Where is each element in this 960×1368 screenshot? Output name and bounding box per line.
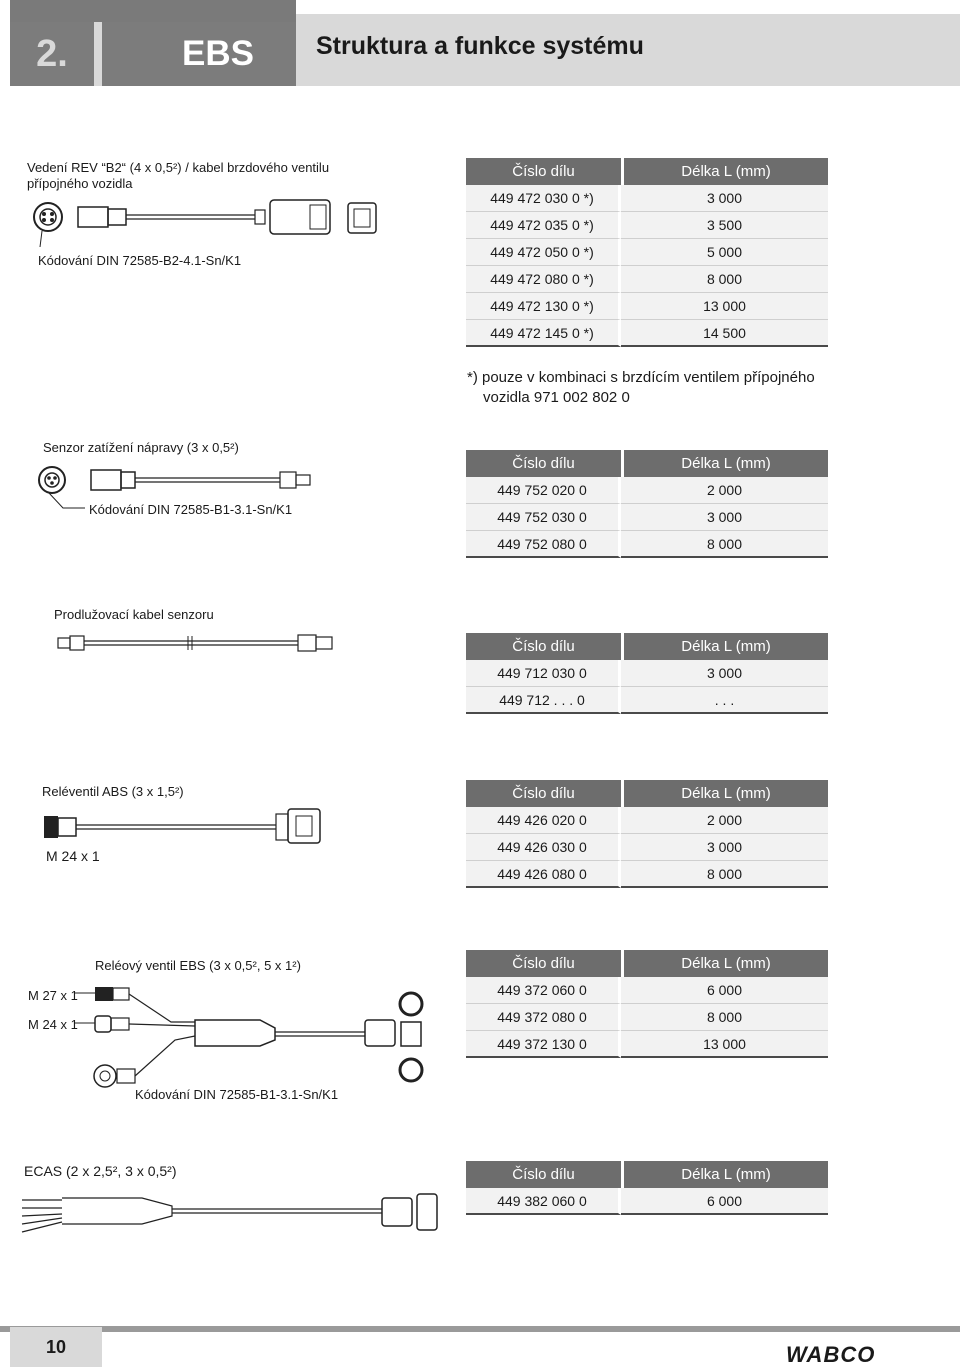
- ebs-relay-cable-drawing: [75, 984, 440, 1092]
- section-3-label: Prodlužovací kabel senzoru: [54, 607, 214, 622]
- part-number: 449 472 130 0 *): [466, 293, 621, 320]
- footnote: [467, 368, 887, 408]
- table-row: [466, 807, 828, 834]
- part-number: 449 472 035 0 *): [466, 212, 621, 239]
- extension-cable-drawing: [58, 632, 338, 656]
- table-header: [466, 450, 828, 477]
- length: 6 000: [621, 1188, 828, 1215]
- table-row: [466, 1031, 828, 1058]
- section-5-thread-a: M 27 x 1: [28, 988, 78, 1003]
- section-1-coding: Kódování DIN 72585-B2-4.1-Sn/K1: [38, 253, 242, 268]
- chapter-number: 2.: [10, 22, 94, 86]
- abs-relay-cable-drawing: [44, 806, 326, 846]
- part-number: 449 752 020 0: [466, 477, 621, 504]
- col-length: Délka L (mm): [681, 638, 771, 655]
- section-4-label: Reléventil ABS (3 x 1,5²): [42, 784, 184, 799]
- length: 8 000: [621, 266, 828, 293]
- length: 3 500: [621, 212, 828, 239]
- table-abs-relay: [466, 780, 828, 888]
- section-label: EBS: [102, 22, 296, 86]
- length: 2 000: [621, 477, 828, 504]
- part-number: 449 372 080 0: [466, 1004, 621, 1031]
- table-row: [466, 1188, 828, 1215]
- table-rev-cable: [466, 158, 828, 347]
- table-row: [466, 687, 828, 714]
- table-row: [466, 320, 828, 347]
- table-row: [466, 239, 828, 266]
- page-number: 10: [10, 1327, 102, 1367]
- table-row: [466, 531, 828, 558]
- length: . . .: [621, 687, 828, 714]
- section-1-label: Vedení REV “B2“ (4 x 0,5²) / kabel brzdového ventilu přípojného vozidla: [27, 160, 330, 191]
- table-ebs-relay: [466, 950, 828, 1058]
- part-number: 449 752 080 0: [466, 531, 621, 558]
- table-row: [466, 861, 828, 888]
- length: 8 000: [621, 1004, 828, 1031]
- table-header: [466, 780, 828, 807]
- length: 13 000: [621, 1031, 828, 1058]
- length: 14 500: [621, 320, 828, 347]
- section-5-label: Reléový ventil EBS (3 x 0,5², 5 x 1²): [95, 958, 301, 973]
- length: 3 000: [621, 834, 828, 861]
- length: 3 000: [621, 660, 828, 687]
- section-5-thread-b: M 24 x 1: [28, 1017, 78, 1032]
- part-number: 449 472 030 0 *): [466, 185, 621, 212]
- page-title: Struktura a funkce systému: [316, 32, 644, 60]
- col-length: Délka L (mm): [681, 163, 771, 180]
- table-row: [466, 212, 828, 239]
- wabco-logo: WABCO: [786, 1342, 876, 1367]
- section-5-coding: Kódování DIN 72585-B1-3.1-Sn/K1: [135, 1087, 339, 1102]
- length: 5 000: [621, 239, 828, 266]
- part-number: 449 372 130 0: [466, 1031, 621, 1058]
- table-row: [466, 477, 828, 504]
- part-number: 449 426 080 0: [466, 861, 621, 888]
- col-length: Délka L (mm): [681, 955, 771, 972]
- length: 6 000: [621, 977, 828, 1004]
- col-part-number: Číslo dílu: [466, 450, 624, 477]
- table-row: [466, 504, 828, 531]
- table-header: [466, 1161, 828, 1188]
- part-number: 449 752 030 0: [466, 504, 621, 531]
- section-4-thread: M 24 x 1: [46, 848, 100, 864]
- col-length: Délka L (mm): [681, 455, 771, 472]
- table-extension-cable: [466, 633, 828, 714]
- table-row: [466, 266, 828, 293]
- part-number: 449 426 020 0: [466, 807, 621, 834]
- length: 13 000: [621, 293, 828, 320]
- part-number: 449 372 060 0: [466, 977, 621, 1004]
- table-row: [466, 977, 828, 1004]
- col-part-number: Číslo dílu: [466, 950, 624, 977]
- rev-cable-drawing: [30, 195, 390, 255]
- table-row: [466, 660, 828, 687]
- part-number: 449 472 145 0 *): [466, 320, 621, 347]
- length: 3 000: [621, 185, 828, 212]
- length: 8 000: [621, 531, 828, 558]
- part-number: 449 712 030 0: [466, 660, 621, 687]
- table-header: [466, 158, 828, 185]
- footnote-line-1: *) pouze v kombinaci s brzdícím ventilem přípojného: [467, 369, 815, 386]
- part-number: 449 426 030 0: [466, 834, 621, 861]
- table-row: [466, 293, 828, 320]
- col-length: Délka L (mm): [681, 785, 771, 802]
- length: 8 000: [621, 861, 828, 888]
- table-axle-sensor: [466, 450, 828, 558]
- part-number: 449 712 . . . 0: [466, 687, 621, 714]
- section-6-label: ECAS (2 x 2,5², 3 x 0,5²): [24, 1163, 177, 1179]
- part-number: 449 472 050 0 *): [466, 239, 621, 266]
- section-2-label: Senzor zatížení nápravy (3 x 0,5²): [43, 440, 239, 455]
- table-row: [466, 834, 828, 861]
- col-part-number: Číslo dílu: [466, 780, 624, 807]
- col-part-number: Číslo dílu: [466, 158, 624, 185]
- length: 2 000: [621, 807, 828, 834]
- table-row: [466, 1004, 828, 1031]
- table-header: [466, 633, 828, 660]
- axle-sensor-drawing: [35, 462, 320, 517]
- col-part-number: Číslo dílu: [466, 1161, 624, 1188]
- table-row: [466, 185, 828, 212]
- table-header: [466, 950, 828, 977]
- footnote-line-2: vozidla 971 002 802 0: [483, 389, 630, 406]
- part-number: 449 382 060 0: [466, 1188, 621, 1215]
- col-length: Délka L (mm): [681, 1166, 771, 1183]
- section-2-coding: Kódování DIN 72585-B1-3.1-Sn/K1: [89, 502, 293, 517]
- col-part-number: Číslo dílu: [466, 633, 624, 660]
- table-ecas: [466, 1161, 828, 1215]
- footer-bar: [0, 1326, 960, 1332]
- length: 3 000: [621, 504, 828, 531]
- header-top-line: [10, 0, 296, 22]
- ecas-cable-drawing: [22, 1192, 442, 1237]
- part-number: 449 472 080 0 *): [466, 266, 621, 293]
